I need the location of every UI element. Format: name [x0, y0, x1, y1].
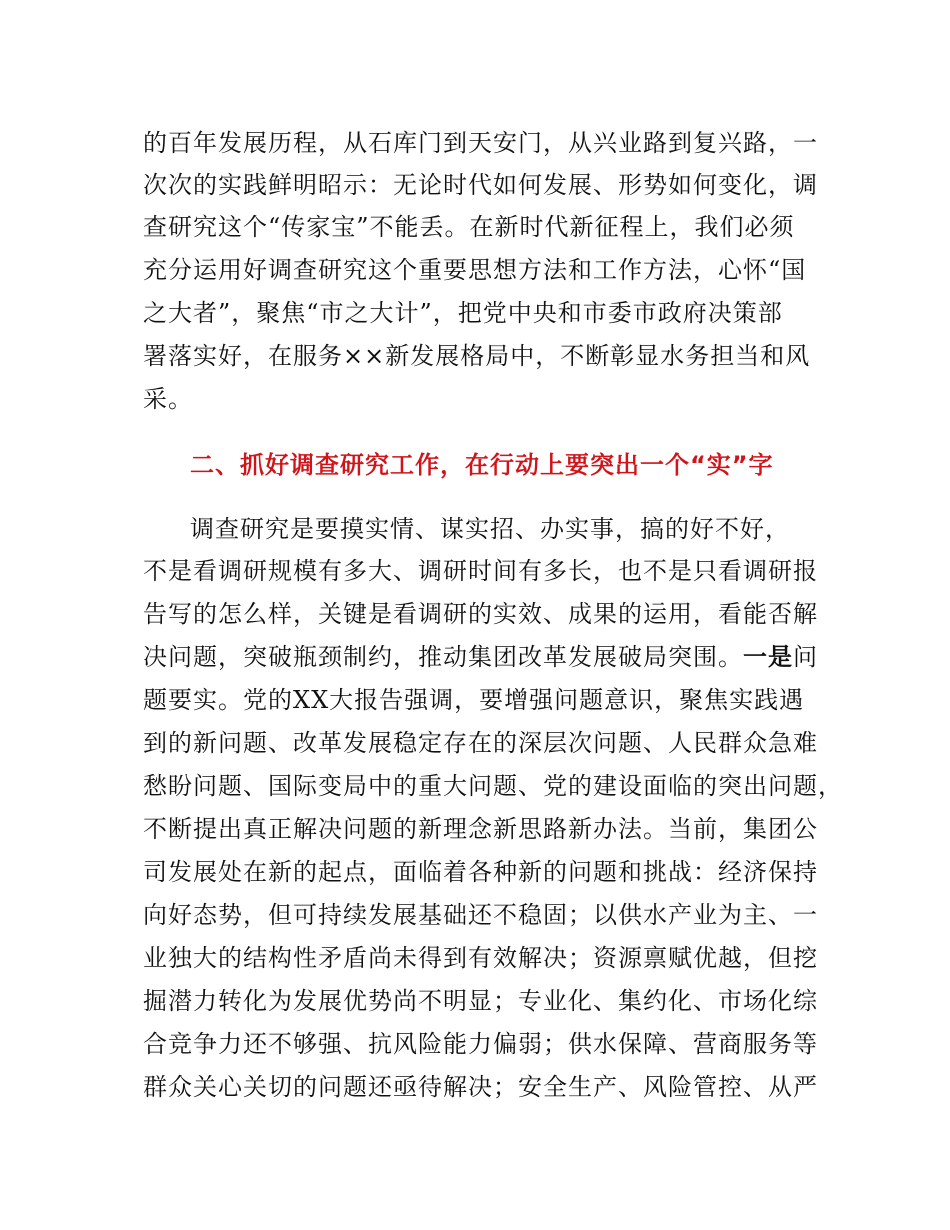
paragraph-line: 合竞争力还不够强、抗风险能力偏弱；供水保障、营商服务等: [143, 1030, 818, 1058]
paragraph-line: 之大者”，聚焦“市之大计”，把党中央和市委市政府决策部: [143, 299, 783, 327]
emphasis-label: 一是: [743, 643, 793, 671]
paragraph-line: 群众关心关切的问题还亟待解决；安全生产、风险管控、从严: [143, 1073, 818, 1101]
paragraph-line: 掘潜力转化为发展优势尚不明显；专业化、集约化、市场化综: [143, 987, 818, 1015]
paragraph-line: 题要实。党的XX大报告强调，要增强问题意识，聚焦实践遇: [143, 686, 805, 714]
paragraph-line: 次次的实践鲜明昭示：无论时代如何发展、形势如何变化，调: [143, 171, 818, 199]
paragraph-line: 充分运用好调查研究这个重要思想方法和工作方法，心怀“国: [143, 256, 807, 284]
paragraph-text: 问: [793, 643, 818, 671]
paragraph-text: 决问题，突破瓶颈制约，推动集团改革发展破局突围。: [143, 643, 743, 671]
paragraph-line: 署落实好，在服务××新发展格局中，不断彰显水务担当和风: [143, 342, 811, 370]
paragraph-line: 司发展处在新的起点，面临着各种新的问题和挑战：经济保持: [143, 858, 818, 886]
section-heading: 二、抓好调查研究工作，在行动上要突出一个“实”字: [190, 451, 774, 479]
paragraph-line: 业独大的结构性矛盾尚未得到有效解决；资源禀赋优越，但挖: [143, 944, 818, 972]
paragraph-line: 查研究这个“传家宝”不能丢。在新时代新征程上，我们必须: [143, 213, 795, 241]
paragraph-line: 到的新问题、改革发展稳定存在的深层次问题、人民群众急难: [143, 729, 818, 757]
paragraph-line: 不是看调研规模有多大、调研时间有多长，也不是只看调研报: [143, 557, 818, 585]
paragraph-line: 不断提出真正解决问题的新理念新思路新办法。当前，集团公: [143, 815, 818, 843]
paragraph-line: 向好态势，但可持续发展基础还不稳固；以供水产业为主、一: [143, 901, 818, 929]
paragraph-line: 调查研究是要摸实情、谋实招、办实事，搞的好不好，: [190, 515, 790, 543]
paragraph-line: [143, 642, 818, 672]
paragraph-line: 采。: [143, 385, 193, 413]
paragraph-line: 告写的怎么样，关键是看调研的实效、成果的运用，看能否解: [143, 600, 818, 628]
paragraph-line: 的百年发展历程，从石库门到天安门，从兴业路到复兴路，一: [143, 129, 818, 157]
paragraph-line: 愁盼问题、国际变局中的重大问题、党的建设面临的突出问题，: [143, 772, 843, 800]
